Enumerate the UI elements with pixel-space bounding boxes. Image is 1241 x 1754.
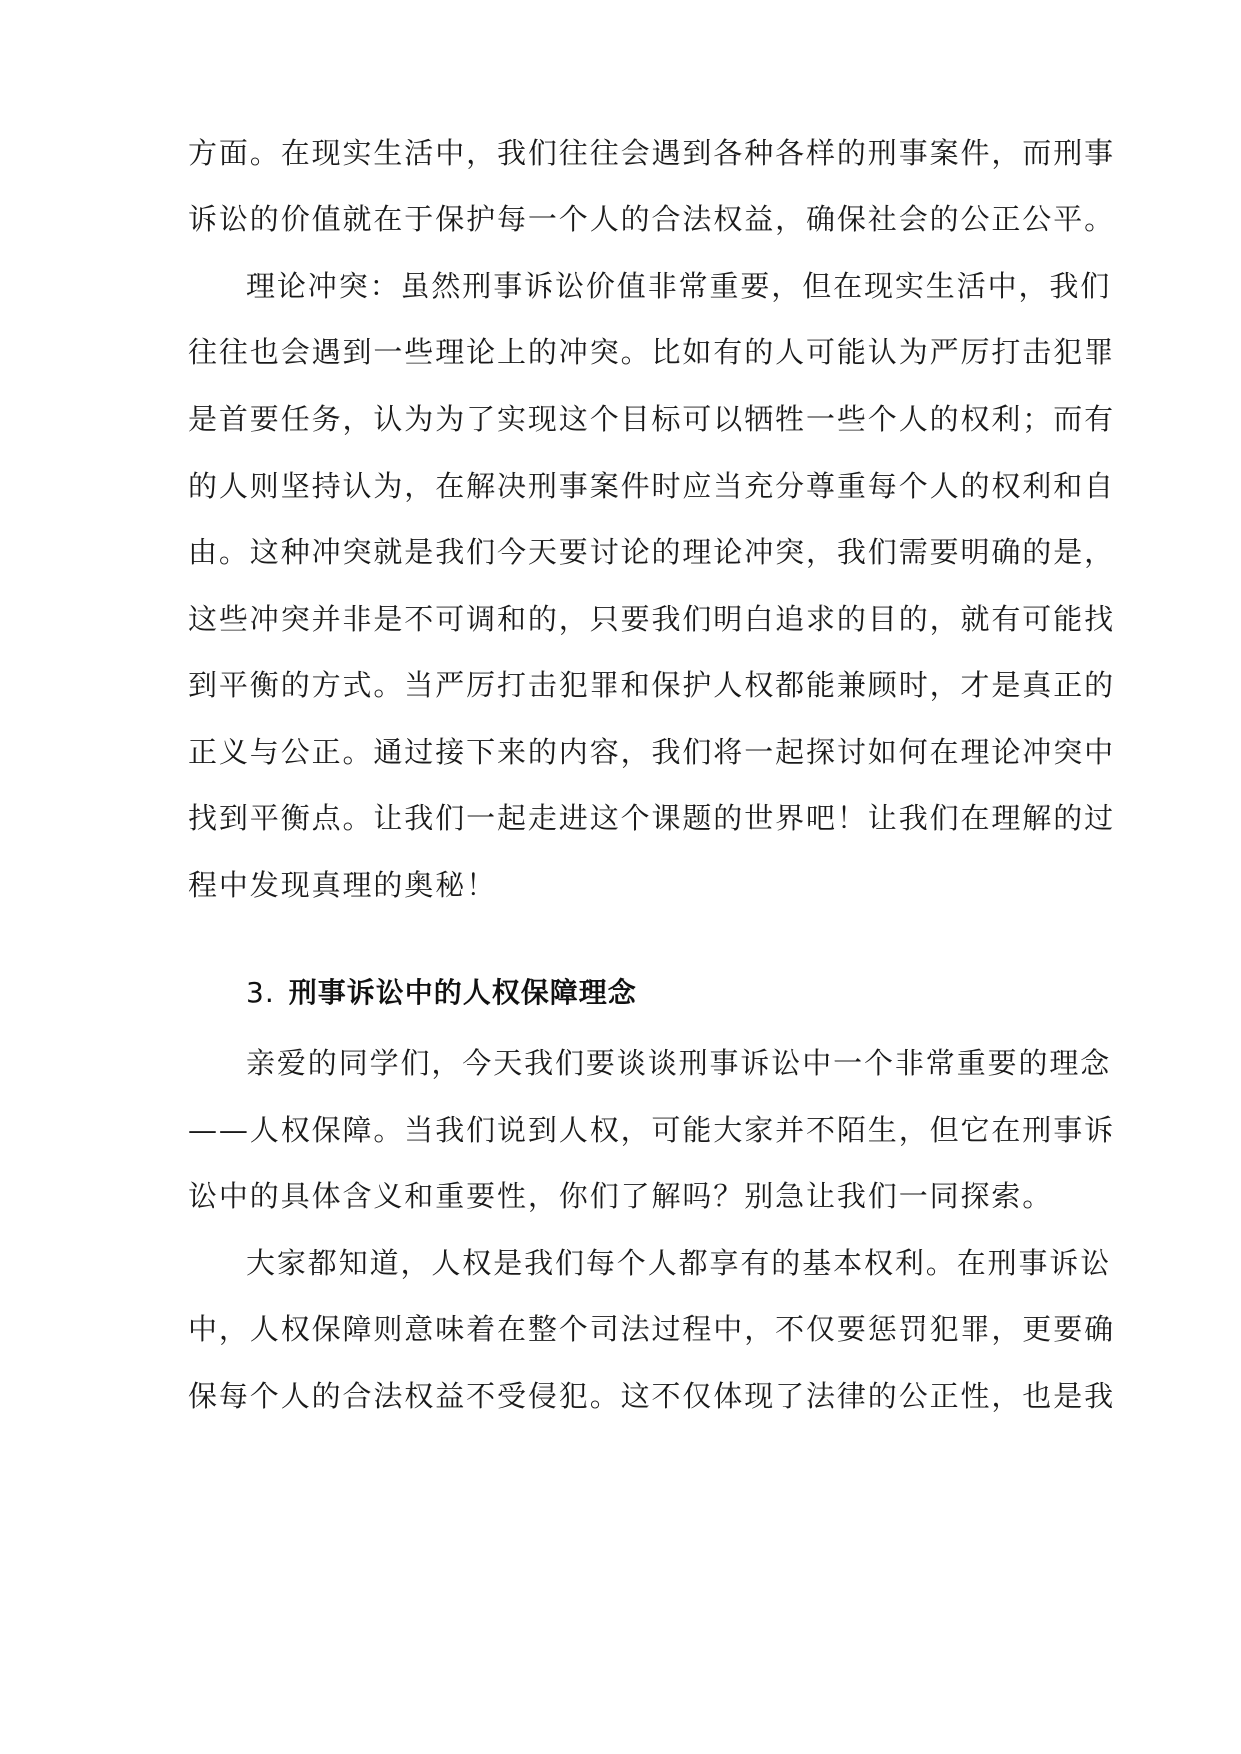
paragraph-4-line-3: 保每个人的合法权益不受侵犯。这不仅体现了法律的公正性，也是我 — [188, 1379, 1116, 1413]
section-number: 3. — [246, 976, 275, 1009]
paragraph-2-line-7: 到平衡的方式。当严厉打击犯罪和保护人权都能兼顾时，才是真正的 — [188, 668, 1116, 702]
paragraph-2-line-5: 由。这种冲突就是我们今天要讨论的理论冲突，我们需要明确的是， — [188, 535, 1116, 569]
paragraph-4-line-1: 大家都知道，人权是我们每个人都享有的基本权利。在刑事诉讼 — [246, 1246, 1112, 1280]
paragraph-3-line-3: 讼中的具体含义和重要性，你们了解吗？别急让我们一同探索。 — [188, 1179, 1054, 1213]
paragraph-2-line-9: 找到平衡点。让我们一起走进这个课题的世界吧！让我们在理解的过 — [188, 801, 1116, 835]
paragraph-2-line-4: 的人则坚持认为，在解决刑事案件时应当充分尊重每个人的权利和自 — [188, 469, 1116, 503]
paragraph-2-line-10: 程中发现真理的奥秘！ — [188, 868, 498, 902]
paragraph-3-line-2: ——人权保障。当我们说到人权，可能大家并不陌生，但它在刑事诉 — [188, 1113, 1116, 1147]
section-heading — [246, 963, 1066, 1023]
paragraph-1-line-2: 诉讼的价值就在于保护每一个人的合法权益，确保社会的公正公平。 — [188, 202, 1116, 236]
paragraph-2-line-8: 正义与公正。通过接下来的内容，我们将一起探讨如何在理论冲突中 — [188, 735, 1116, 769]
section-title: 刑事诉讼中的人权保障理念 — [288, 976, 637, 1009]
paragraph-2-line-2: 往往也会遇到一些理论上的冲突。比如有的人可能认为严厉打击犯罪 — [188, 335, 1116, 369]
paragraph-4-line-2: 中，人权保障则意味着在整个司法过程中，不仅要惩罚犯罪，更要确 — [188, 1312, 1116, 1346]
paragraph-3-line-1: 亲爱的同学们，今天我们要谈谈刑事诉讼中一个非常重要的理念 — [246, 1046, 1112, 1080]
paragraph-2-line-3: 是首要任务，认为为了实现这个目标可以牺牲一些个人的权利；而有 — [188, 402, 1116, 436]
paragraph-2-line-6: 这些冲突并非是不可调和的，只要我们明白追求的目的，就有可能找 — [188, 602, 1116, 636]
paragraph-2-line-1: 理论冲突：虽然刑事诉讼价值非常重要，但在现实生活中，我们 — [246, 269, 1112, 303]
paragraph-1-line-1: 方面。在现实生活中，我们往往会遇到各种各样的刑事案件，而刑事 — [188, 136, 1116, 170]
